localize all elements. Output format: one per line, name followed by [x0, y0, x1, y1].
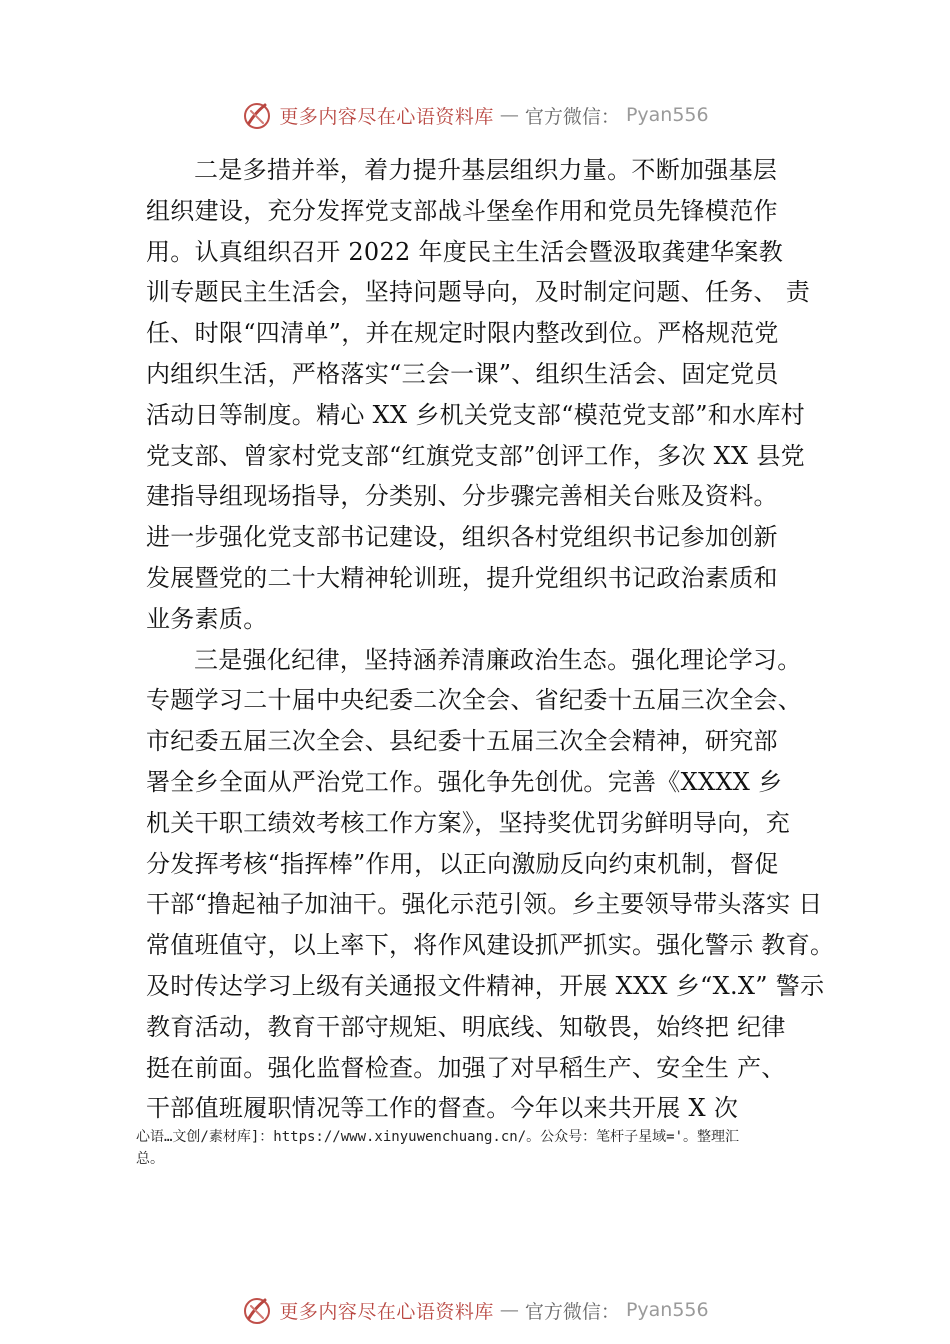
watermark-title: 更多内容尽在心语资料库 — [279, 105, 494, 128]
brush-logo-icon — [241, 1294, 273, 1326]
watermark-title: 更多内容尽在心语资料库 — [279, 1300, 494, 1323]
source-footnote — [136, 1126, 836, 1170]
text-line: 内组织生活，严格落实“三会一课”、组织生活会、固定党员 — [146, 359, 779, 388]
watermark-label: 官方微信： — [524, 1300, 620, 1323]
footnote-line: 总。 — [136, 1151, 164, 1167]
text-line: 发展暨党的二十大精神轮训班，提升党组织书记政治素质和 — [146, 563, 778, 592]
text-line: 干部值班履职情况等工作的督查。今年以来共开展 X 次 — [146, 1094, 739, 1123]
watermark-header — [0, 95, 950, 135]
text-line: 挺在前面。强化监督检查。加强了对早稻生产、安全生 产、 — [146, 1053, 786, 1082]
text-line: 进一步强化党支部书记建设，组织各村党组织书记参加创新 — [146, 523, 778, 552]
watermark-wechat-id: Pyan556 — [625, 1299, 709, 1321]
text-line: 干部“撸起袖子加油干。强化示范引领。乡主要领导带头落实 日 — [146, 890, 823, 919]
watermark-footer — [0, 1290, 950, 1330]
text-line: 二是多措并举，着力提升基层组织力量。不断加强基层 — [194, 156, 778, 184]
text-line: 组织建设，充分发挥党支部战斗堡垒作用和党员先锋模范作 — [146, 196, 778, 225]
text-line: 用。认真组织召开 2022 年度民主生活会暨汲取龚建华案教 — [146, 237, 784, 266]
text-line: 训专题民主生活会，坚持问题导向，及时制定问题、任务、 责 — [146, 278, 811, 307]
paragraph-discipline — [146, 640, 846, 1130]
watermark-wechat-id: Pyan556 — [625, 104, 709, 126]
text-line: 业务素质。 — [146, 604, 268, 633]
watermark-separator: — — [499, 1299, 519, 1321]
text-line: 常值班值守，以上率下，将作风建设抓严抓实。强化警示 教育。 — [146, 931, 835, 960]
text-line: 署全乡全面从严治党工作。强化争先创优。完善《XXXX 乡 — [146, 767, 783, 796]
text-line: 市纪委五届三次全会、县纪委十五届三次全会精神，研究部 — [146, 727, 778, 756]
text-line: 三是强化纪律，坚持涵养清廉政治生态。强化理论学习。 — [194, 645, 802, 674]
text-line: 机关干职工绩效考核工作方案》，坚持奖优罚劣鲜明导向，充 — [146, 808, 791, 837]
text-line: 活动日等制度。精心 XX 乡机关党支部“模范党支部”和水库村 — [146, 400, 805, 429]
text-line: 分发挥考核“指挥棒”作用，以正向激励反向约束机制，督促 — [146, 849, 779, 878]
document-body — [146, 150, 846, 1129]
brush-logo-icon — [241, 99, 273, 131]
footnote-line: 心语…文创/素材库]：https://www.xinyuwenchuang.cn/。公众号：笔杆子星域='。整理汇 — [136, 1129, 740, 1145]
text-line: 党支部、曾家村党支部“红旗党支部”创评工作，多次 XX 县党 — [146, 441, 805, 470]
text-line: 专题学习二十届中央纪委二次全会、省纪委十五届三次全会、 — [146, 686, 803, 715]
watermark-separator: — — [499, 104, 519, 126]
text-line: 任、时限“四清单”，并在规定时限内整改到位。严格规范党 — [146, 319, 779, 348]
paragraph-organization — [146, 150, 846, 640]
text-line: 及时传达学习上级有关通报文件精神，开展 XXX 乡“X.X” 警示 — [146, 971, 825, 1000]
text-line: 教育活动，教育干部守规矩、明底线、知敬畏，始终把 纪律 — [146, 1012, 786, 1041]
watermark-label: 官方微信： — [524, 105, 620, 128]
text-line: 建指导组现场指导，分类别、分步骤完善相关台账及资料。 — [146, 482, 778, 511]
